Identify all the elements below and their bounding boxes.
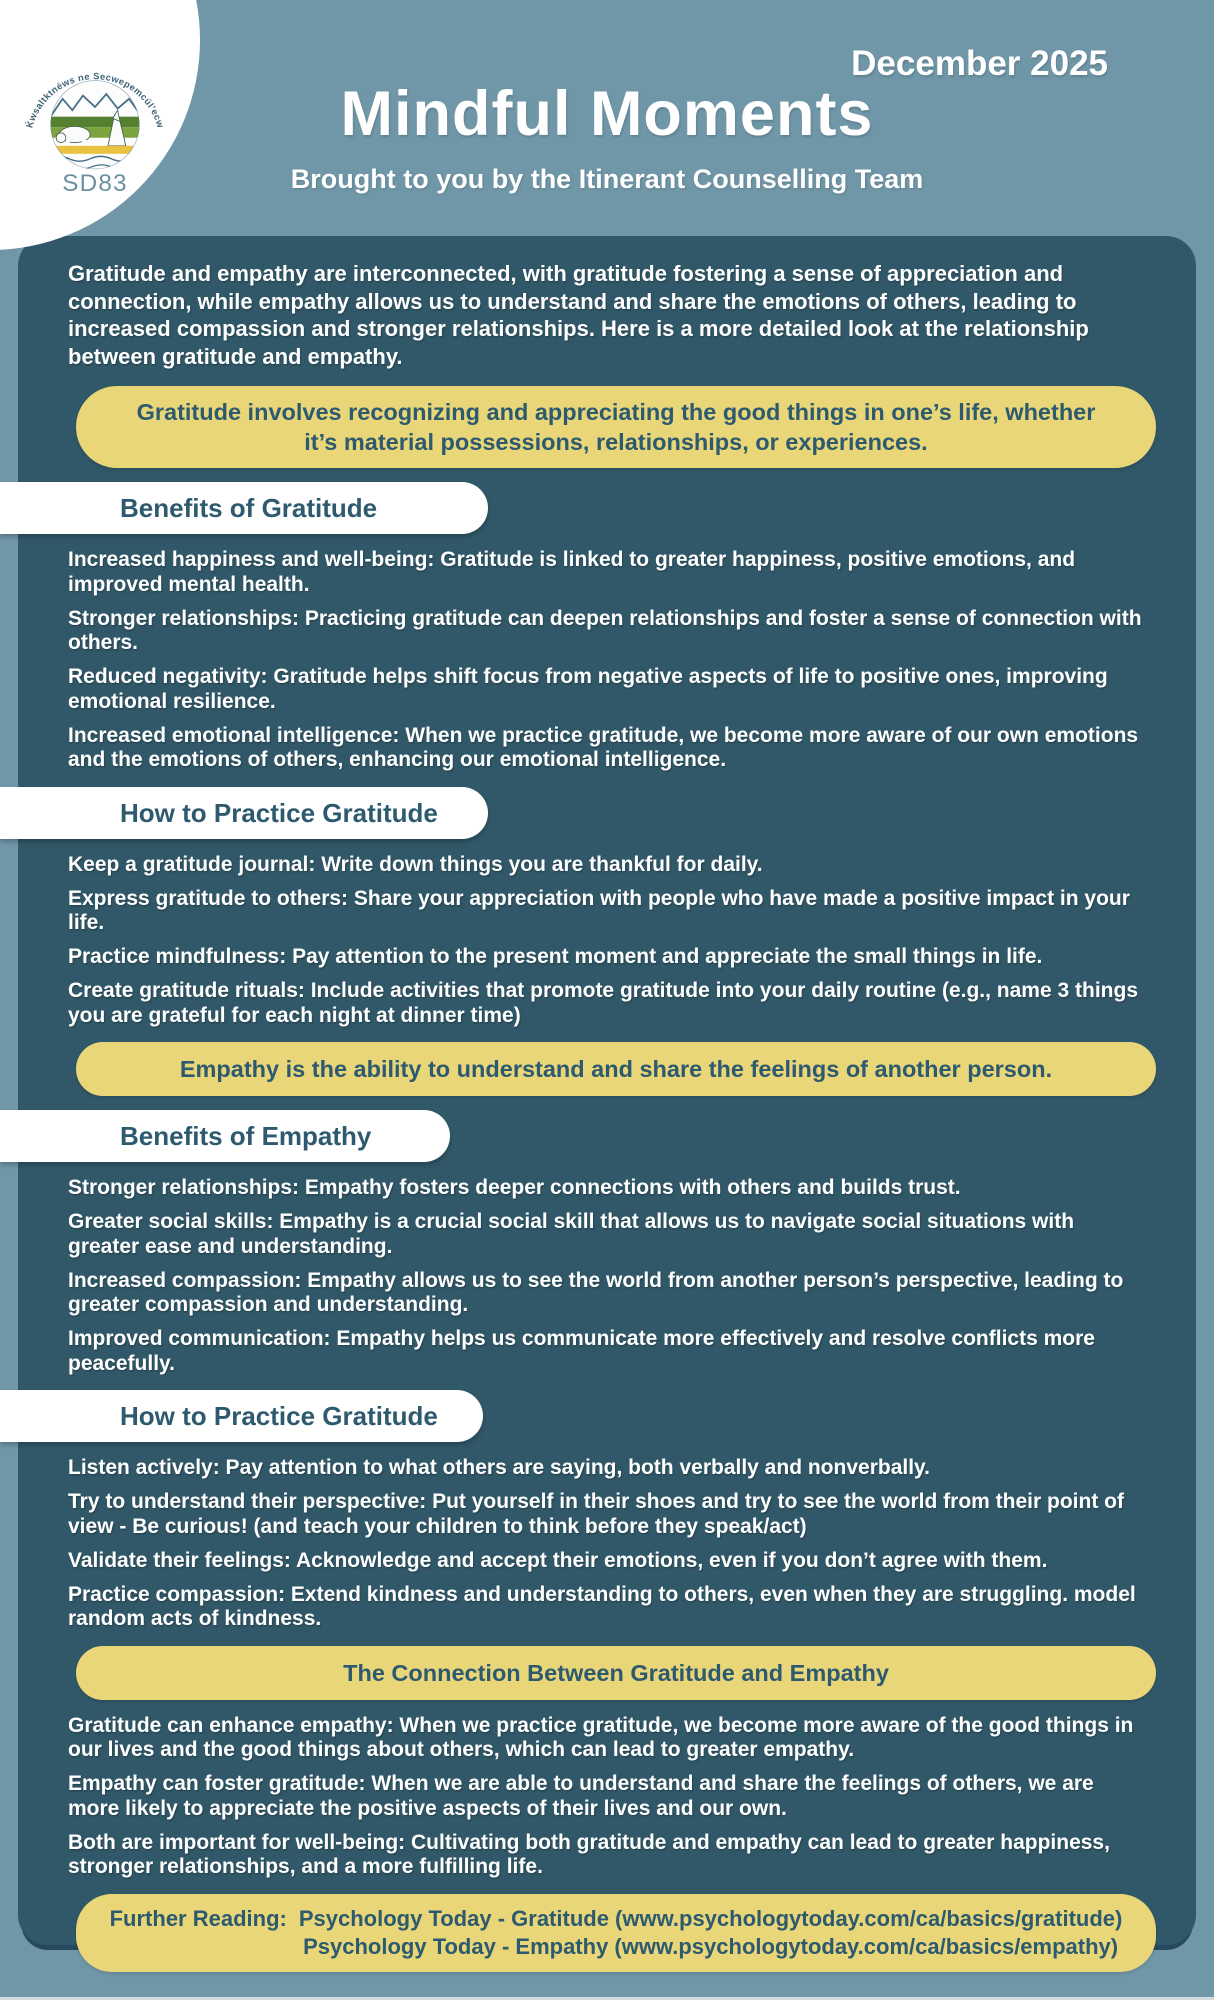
connection-list [68,1714,1154,1880]
list-item: Keep a gratitude journal: Write down things you are thankful for daily. [68,852,763,876]
list-item: Stronger relationships: Practicing gratitude can deepen relationships and foster a sense of connection with others. [68,606,1142,654]
further-reading-pill [76,1894,1156,1972]
tab-benefits-of-gratitude: Benefits of Gratitude [0,482,488,534]
list-item: Stronger relationships: Empathy fosters deeper connections with others and builds trust. [68,1176,961,1199]
list-item: Both are important for well-being: Cultivating both gratitude and empathy can lead to greater happiness, stronger relationships, and a more fulfilling life. [68,1830,1110,1878]
list-item: Create gratitude rituals: Include activities that promote gratitude into your daily routine (e.g., name 3 things you are grateful for each night at dinner time) [68,979,1138,1027]
list-item: Increased emotional intelligence: When we practice gratitude, we become more aware of our own emotions and the emotions of others, enhancing our emotional intelligence. [68,723,1139,771]
list-item: Practice mindfulness: Pay attention to the present moment and appreciate the small things in life. [68,945,1043,968]
list-item: Increased happiness and well-being: Gratitude is linked to greater happiness, positive emotions, and improved mental health. [68,548,1076,596]
connection-banner: The Connection Between Gratitude and Empathy [76,1646,1156,1700]
empathy-definition-banner: Empathy is the ability to understand and share the feelings of another person. [76,1042,1156,1096]
tab-how-to-practice-empathy: How to Practice Gratitude [0,1390,483,1442]
list-item: Try to understand their perspective: Put yourself in their shoes and try to see the world from their point of view - Be curious! (and teach your children to think before they speak/act) [68,1490,1124,1538]
tab-benefits-of-empathy: Benefits of Empathy [0,1110,450,1162]
further-reading-label: Further Reading: [109,1905,287,1931]
list-item: Reduced negativity: Gratitude helps shift focus from negative aspects of life to positive ones, improving emotional resilience. [68,665,1108,713]
list-item: Empathy can foster gratitude: When we are able to understand and share the feelings of others, we are more likely to appreciate the positive aspects of their lives and our own. [68,1772,1094,1820]
further-reading-links [299,1905,1123,1961]
gratitude-definition-banner: Gratitude involves recognizing and appreciating the good things in one’s life, whether it’s material possessions, relationships, or experiences. [76,386,1156,468]
list-item: Listen actively: Pay attention to what others are saying, both verbally and nonverbally. [68,1456,930,1479]
how-to-practice-gratitude-list [68,853,1154,1029]
list-item: Practice compassion: Extend kindness and understanding to others, even when they are struggling. model random acts of kindness. [68,1582,1136,1630]
how-to-practice-empathy-list [68,1456,1154,1632]
page-subtitle: Brought to you by the Itinerant Counselling Team [290,164,924,194]
further-reading-gratitude-link: Psychology Today - Gratitude (www.psychologytoday.com/ca/basics/gratitude) [298,1905,1123,1931]
content-panel [18,236,1196,1959]
sd83-logo [14,26,176,196]
list-item: Validate their feelings: Acknowledge and accept their emotions, even if you don’t agree with them. [68,1548,1048,1572]
list-item: Greater social skills: Empathy is a crucial social skill that allows us to navigate social situations with greater ease and understanding. [68,1210,1075,1258]
logo-arc-text: Ḱwsaltktnéws ne Secwepemcúl’ecw [24,71,166,130]
tab-how-to-practice-gratitude: How to Practice Gratitude [0,787,488,839]
benefits-of-empathy-list [68,1176,1154,1376]
intro-paragraph: Gratitude and empathy are interconnected, with gratitude fostering a sense of appreciation and connection, while empathy allows us to understand and share the emotions of others, leading to increased compassion and stronger relationships. Here is a more detailed look at the relationship between gratitude and empathy. [68,261,1089,369]
list-item: Express gratitude to others: Share your appreciation with people who have made a positive impact in your life. [68,886,1130,934]
further-reading-empathy-link: Psychology Today - Empathy (www.psychologytoday.com/ca/basics/empathy) [303,1933,1119,1959]
page-title: Mindful Moments [340,79,874,149]
logo-org-label: SD83 [62,170,128,196]
benefits-of-gratitude-list [68,548,1154,773]
issue-date: December 2025 [851,44,1108,83]
list-item: Gratitude can enhance empathy: When we practice gratitude, we become more aware of the good things in our lives and the good things about others, which can lead to greater empathy. [68,1713,1134,1761]
list-item: Improved communication: Empathy helps us communicate more effectively and resolve conflicts more peacefully. [68,1327,1095,1375]
list-item: Increased compassion: Empathy allows us to see the world from another person’s perspective, leading to greater compassion and understanding. [68,1268,1124,1316]
